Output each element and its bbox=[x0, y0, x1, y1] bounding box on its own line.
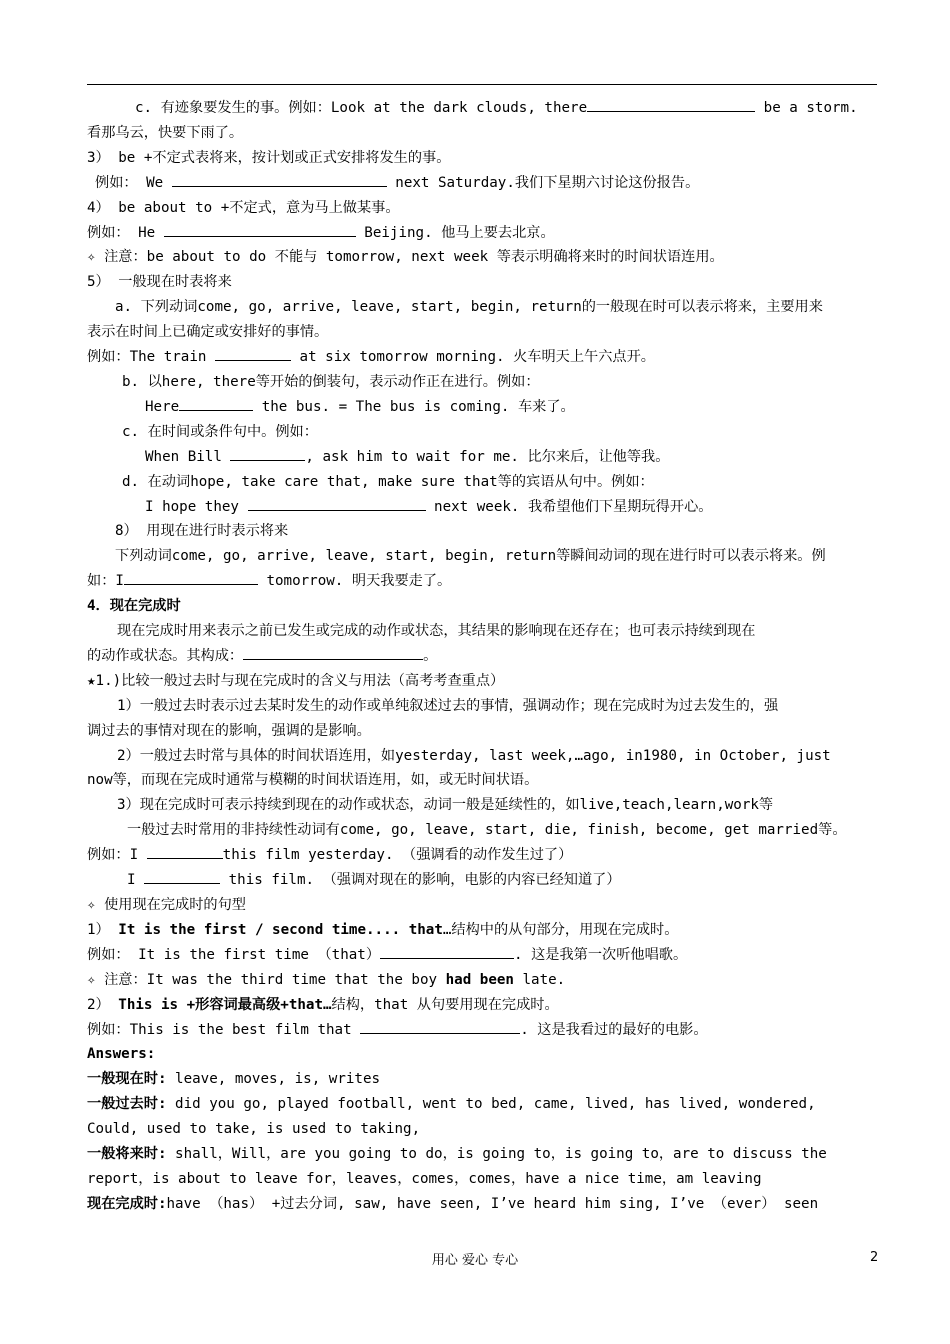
text-line: now等，而现在完成时通常与模糊的时间状语连用，如，或无时间状语。 bbox=[87, 772, 539, 789]
text-line: d. 在动词hope, take care that, make sure that等的宾语从句中。例如： bbox=[122, 473, 654, 490]
text: . 这是我第一次听他唱歌。 bbox=[514, 946, 688, 963]
text-line bbox=[87, 644, 882, 669]
text: tomorrow. 明天我要走了。 bbox=[257, 573, 452, 590]
text: this film yesterday. （强调看的动作发生过了） bbox=[222, 847, 573, 864]
text-line: 现在完成时用来表示之前已发生或完成的动作或状态，其结果的影响现在还存在；也可表示持续到现在 bbox=[117, 623, 756, 640]
answer-line bbox=[87, 1092, 882, 1117]
text-line: 3） be +不定式表将来，按计划或正式安排将发生的事。 bbox=[87, 149, 451, 166]
fill-blank[interactable] bbox=[243, 644, 423, 660]
fill-blank[interactable] bbox=[147, 843, 223, 859]
text: this film. （强调对现在的影响，电影的内容已经知道了） bbox=[220, 872, 621, 889]
text: at six tomorrow morning. 火车明天上午六点开。 bbox=[290, 349, 655, 366]
text: had been bbox=[445, 971, 514, 988]
text-line: b. 以here, there等开始的倒装句，表示动作正在进行。例如： bbox=[122, 373, 540, 390]
fill-blank[interactable] bbox=[248, 495, 426, 511]
text-line bbox=[87, 96, 882, 121]
text: next Saturday.我们下星期六讨论这份报告。 bbox=[386, 174, 700, 191]
answer-line: Could, used to take, is used to taking, bbox=[87, 1121, 421, 1138]
text: 的动作或状态。其构成： bbox=[87, 647, 244, 664]
text-line: 5） 一般现在时表将来 bbox=[87, 274, 232, 291]
text-line bbox=[87, 943, 882, 968]
answer-label: 一般将来时: bbox=[87, 1146, 167, 1163]
answer-line: report，is about to leave for，leaves，comes，comes，have a nice time，am leaving bbox=[87, 1170, 762, 1187]
page-number: 2 bbox=[870, 1250, 879, 1265]
text: late. bbox=[513, 971, 566, 988]
text-line bbox=[87, 918, 882, 943]
header-rule bbox=[87, 84, 877, 85]
text: next week. 我希望他们下星期玩得开心。 bbox=[425, 498, 713, 515]
text-line bbox=[87, 569, 882, 594]
text: shall，Will，are you going to do，is going to，is going to，are to discuss the bbox=[166, 1146, 827, 1163]
text-line bbox=[87, 843, 882, 868]
text: 1） bbox=[87, 921, 119, 938]
text: c. 有迹象要发生的事。例如：Look at the dark clouds, there bbox=[135, 100, 588, 116]
text-line: 8） 用现在进行时表示将来 bbox=[115, 523, 289, 540]
text: 例如： It is the first time （that） bbox=[87, 946, 381, 963]
section-heading: 4．现在完成时 bbox=[87, 598, 181, 615]
text: 例如： He bbox=[87, 224, 164, 241]
text-line bbox=[87, 345, 882, 370]
text-line: 表示在时间上已确定或安排好的事情。 bbox=[87, 324, 329, 341]
text-line bbox=[87, 221, 882, 246]
fill-blank[interactable] bbox=[144, 868, 220, 884]
text-line: 调过去的事情对现在的影响，强调的是影响。 bbox=[87, 722, 371, 739]
text: It is the first / second time.... that bbox=[118, 921, 443, 938]
text-line: 3）现在完成时可表示持续到现在的动作或状态，动词一般是延续性的，如live,teach,learn,work等 bbox=[117, 797, 774, 814]
text-line: 2）一般过去时常与具体的时间状语连用，如yesterday, last week,…ago, in1980, in October, just bbox=[117, 747, 831, 764]
text-line: a. 下列动词come, go, arrive, leave, start, begin, return的一般现在时可以表示将来，主要用来 bbox=[115, 299, 823, 316]
text: When Bill bbox=[145, 448, 231, 465]
fill-blank[interactable] bbox=[587, 96, 755, 112]
fill-blank[interactable] bbox=[230, 445, 305, 461]
text-line: ✧ 使用现在完成时的句型 bbox=[87, 897, 246, 913]
text-line: 下列动词come, go, arrive, leave, start, begin, return等瞬间动词的现在进行时可以表示将来。例 bbox=[115, 548, 826, 565]
text-line bbox=[87, 1018, 882, 1043]
text-line: ★1.)比较一般过去时与现在完成时的含义与用法（高考考查重点） bbox=[87, 672, 505, 689]
text-line: 1）一般过去时表示过去某时发生的动作或单纯叙述过去的事情，强调动作；现在完成时为过去发生的，强 bbox=[117, 697, 779, 714]
answers-heading: Answers: bbox=[87, 1046, 156, 1063]
text-line bbox=[87, 395, 882, 420]
text-line bbox=[87, 495, 882, 520]
text-line: 4） be about to +不定式，意为马上做某事。 bbox=[87, 199, 400, 216]
document-body bbox=[87, 96, 882, 1217]
text: 例如：The train bbox=[87, 349, 215, 366]
text: I bbox=[127, 872, 145, 889]
answer-line bbox=[87, 1142, 882, 1167]
page-footer: 用心 爱心 专心 bbox=[431, 1253, 519, 1268]
answer-label: 一般现在时: bbox=[87, 1071, 167, 1088]
fill-blank[interactable] bbox=[172, 171, 387, 187]
text: 。 bbox=[423, 647, 438, 664]
text: 例如：I bbox=[87, 847, 147, 864]
text: . 这是我看过的最好的电影。 bbox=[520, 1021, 708, 1038]
answer-label: 一般过去时: bbox=[87, 1096, 167, 1113]
text: 结构，that 从句要用现在完成时。 bbox=[331, 996, 559, 1013]
text: leave, moves, is, writes bbox=[166, 1071, 381, 1088]
text-line bbox=[87, 868, 882, 893]
text-line bbox=[87, 445, 882, 470]
text: Beijing. 他马上要去北京。 bbox=[355, 224, 555, 241]
fill-blank[interactable] bbox=[179, 395, 253, 411]
text: 例如：This is the best film that bbox=[87, 1021, 361, 1038]
text-line: 看那乌云，快要下雨了。 bbox=[87, 124, 244, 141]
text: 2） bbox=[87, 996, 119, 1013]
fill-blank[interactable] bbox=[215, 345, 291, 361]
text: ✧ 注意：It was the third time that the boy bbox=[87, 971, 446, 988]
text: 如：I bbox=[87, 573, 124, 590]
answer-line bbox=[87, 1067, 882, 1092]
text-line: ✧ 注意：be about to do 不能与 tomorrow, next week 等表示明确将来时的时间状语连用。 bbox=[87, 249, 724, 266]
text: , ask him to wait for me. 比尔来后，让他等我。 bbox=[305, 448, 670, 465]
text: be a storm. bbox=[755, 100, 858, 116]
answer-line bbox=[87, 1192, 882, 1217]
text-line bbox=[87, 171, 882, 196]
text: I hope they bbox=[145, 498, 248, 515]
text: the bus. = The bus is coming. 车来了。 bbox=[253, 398, 575, 415]
fill-blank[interactable] bbox=[164, 221, 356, 237]
text-line: 一般过去时常用的非持续性动词有come, go, leave, start, die, finish, become, get married等。 bbox=[127, 822, 847, 839]
text-line: c. 在时间或条件句中。例如： bbox=[122, 423, 318, 440]
text: Here bbox=[145, 398, 180, 415]
text: …结构中的从句部分，用现在完成时。 bbox=[442, 921, 679, 938]
fill-blank[interactable] bbox=[380, 943, 514, 959]
text: 例如： We bbox=[95, 174, 172, 191]
answer-label: 现在完成时: bbox=[87, 1195, 167, 1212]
fill-blank[interactable] bbox=[360, 1018, 520, 1034]
text-line bbox=[87, 993, 882, 1018]
text: have （has） +过去分词, saw, have seen, I’ve heard him sing, I’ve （ever） seen bbox=[166, 1195, 819, 1212]
text-line bbox=[87, 968, 882, 993]
text: This is +形容词最高级+that… bbox=[118, 996, 332, 1013]
fill-blank[interactable] bbox=[124, 569, 258, 585]
text: did you go, played football, went to bed, came, lived, has lived, wondered, bbox=[166, 1096, 816, 1113]
